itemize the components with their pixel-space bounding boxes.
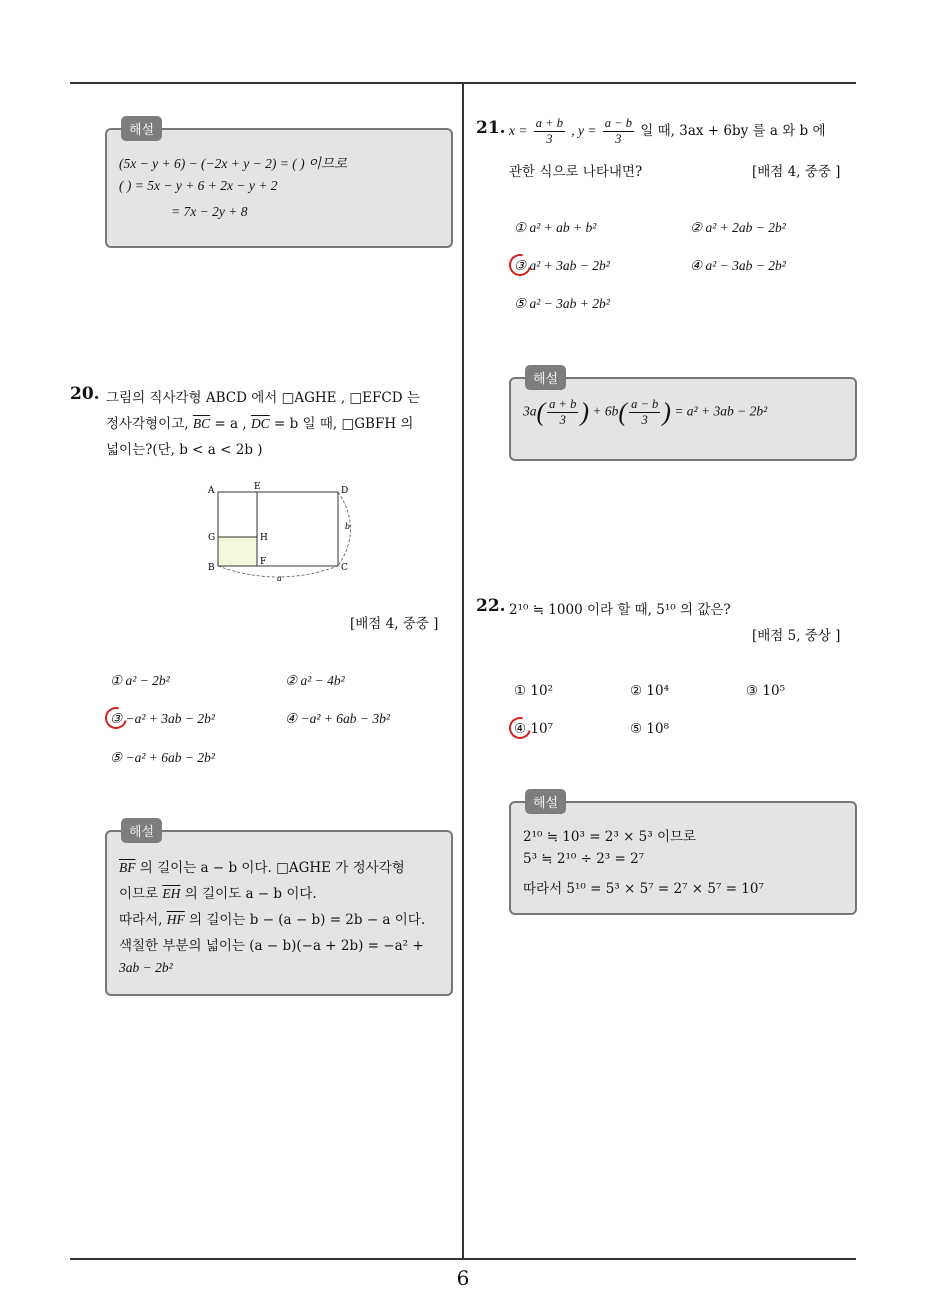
q20-choice[interactable]: ② a² − 4b² xyxy=(285,673,345,688)
q22-choice[interactable]: ⑤ 10⁸ xyxy=(630,721,669,737)
q21-text: 관한 식으로 나타내면? xyxy=(509,164,643,180)
q21-number: 21. xyxy=(476,118,506,138)
q20-solution-line: $\overline{BF}$ 의 길이는 a − b 이다. □AGHE 가 정사각형 xyxy=(119,860,405,876)
q22-choice[interactable]: ③ 10⁵ xyxy=(746,683,785,699)
q19-solution-line: = 7x − 2y + 8 xyxy=(171,204,248,219)
q21-solution-line: 3a( $\frac{a + b}{3}$ ) + 6b( $\frac{a - b}{3}$ ) = a² + 3ab − 2b² xyxy=(523,397,768,427)
q22-text: 2¹⁰ ≒ 1000 이라 할 때, 5¹⁰ 의 값은? xyxy=(509,602,731,618)
q21-choice[interactable]: ④ a² − 3ab − 2b² xyxy=(690,258,786,273)
q20-choice[interactable]: ⑤ −a² + 6ab − 2b² xyxy=(110,750,215,765)
label-h-point: H xyxy=(260,533,268,543)
q19-solution-box xyxy=(105,123,453,248)
solution-tag: 해설 xyxy=(525,365,566,390)
q22-solution-line: 따라서 5¹⁰ = 5³ × 5⁷ = 2⁷ × 5⁷ = 10⁷ xyxy=(523,881,764,897)
column-divider xyxy=(462,83,464,1258)
q20-number: 20. xyxy=(70,384,100,404)
q20-solution-line: 이므로 $\overline{EH}$ 의 길이도 a − b 이다. xyxy=(119,886,317,902)
q20-choice[interactable]: ④ −a² + 6ab − 3b² xyxy=(285,711,390,726)
q20-solution-box xyxy=(105,825,453,996)
label-d-point: D xyxy=(341,486,349,496)
q21-choice[interactable]: ① a² + ab + b² xyxy=(514,220,597,235)
q19-solution-line: ( ) = 5x − y + 6 + 2x − y + 2 xyxy=(119,178,278,193)
q21-choice[interactable]: ⑤ a² − 3ab + 2b² xyxy=(514,296,610,311)
shaded-region xyxy=(218,537,257,566)
frac-a-plus-b: $\frac{a + b}{3}$ xyxy=(535,116,563,146)
label-length-b: b xyxy=(345,522,351,531)
q21-choice[interactable]: ③ a² + 3ab − 2b² xyxy=(514,258,610,273)
q20-choice[interactable]: ① a² − 2b² xyxy=(110,673,170,688)
q22-solution-line: 5³ ≒ 2¹⁰ ÷ 2³ = 2⁷ xyxy=(523,851,645,867)
q20-rectangle-figure xyxy=(205,482,365,582)
label-a-point: A xyxy=(208,486,215,496)
q22-solution-box xyxy=(509,796,857,915)
q21-solution-box xyxy=(509,372,857,461)
label-f-point: F xyxy=(260,557,267,567)
q22-choice[interactable]: ② 10⁴ xyxy=(630,683,669,699)
q21-score: [배점 4, 중중 ] xyxy=(752,164,841,180)
q20-answer-circle xyxy=(101,703,131,733)
page-number: 6 xyxy=(456,1266,470,1290)
q20-solution-line: 따라서, $\overline{HF}$ 의 길이는 b − (a − b) = 2b − a 이다. xyxy=(119,912,426,928)
label-length-a: a xyxy=(277,574,282,582)
bottom-rule xyxy=(70,1258,856,1260)
q21-text: x = $\frac{a + b}{3}$ , y = $\frac{a - b}{3}$ 일 때, 3ax + 6by 를 a 와 b 에 xyxy=(509,116,826,146)
q22-choice[interactable]: ① 10² xyxy=(514,683,553,699)
q20-text: 그림의 직사각형 ABCD 에서 □AGHE , □EFCD 는 xyxy=(106,390,420,406)
q21-choice[interactable]: ② a² + 2ab − 2b² xyxy=(690,220,786,235)
q20-text: 정사각형이고, $\overline{BC} = a$ , $\overline{DC} = b$ 일 때, □GBFH 의 xyxy=(106,416,414,432)
q22-answer-circle xyxy=(505,713,535,743)
q22-score: [배점 5, 중상 ] xyxy=(752,628,841,644)
q20-text: 넓이는?(단, b < a < 2b ) xyxy=(106,442,263,458)
q19-solution-line: (5x − y + 6) − (−2x + y − 2) = ( ) 이므로 xyxy=(119,156,348,171)
q20-choice[interactable]: ③ −a² + 3ab − 2b² xyxy=(110,711,215,726)
solution-tag: 해설 xyxy=(121,116,162,141)
q20-solution-line: 색칠한 부분의 넓이는 (a − b)(−a + 2b) = −a² + xyxy=(119,938,424,954)
q22-number: 22. xyxy=(476,596,506,616)
solution-tag: 해설 xyxy=(525,789,566,814)
frac-a-minus-b: $\frac{a - b}{3}$ xyxy=(604,116,632,146)
q22-solution-line: 2¹⁰ ≒ 10³ = 2³ × 5³ 이므로 xyxy=(523,829,697,845)
q20-solution-line: 3ab − 2b² xyxy=(119,960,173,975)
solution-tag: 해설 xyxy=(121,818,162,843)
label-e-point: E xyxy=(254,482,261,492)
label-g-point: G xyxy=(208,533,216,543)
label-b-point: B xyxy=(208,563,215,573)
q20-score: [배점 4, 중중 ] xyxy=(350,616,439,632)
label-c-point: C xyxy=(341,563,348,573)
q21-answer-circle xyxy=(505,250,535,280)
q22-choice[interactable]: ④ 10⁷ xyxy=(514,721,553,737)
